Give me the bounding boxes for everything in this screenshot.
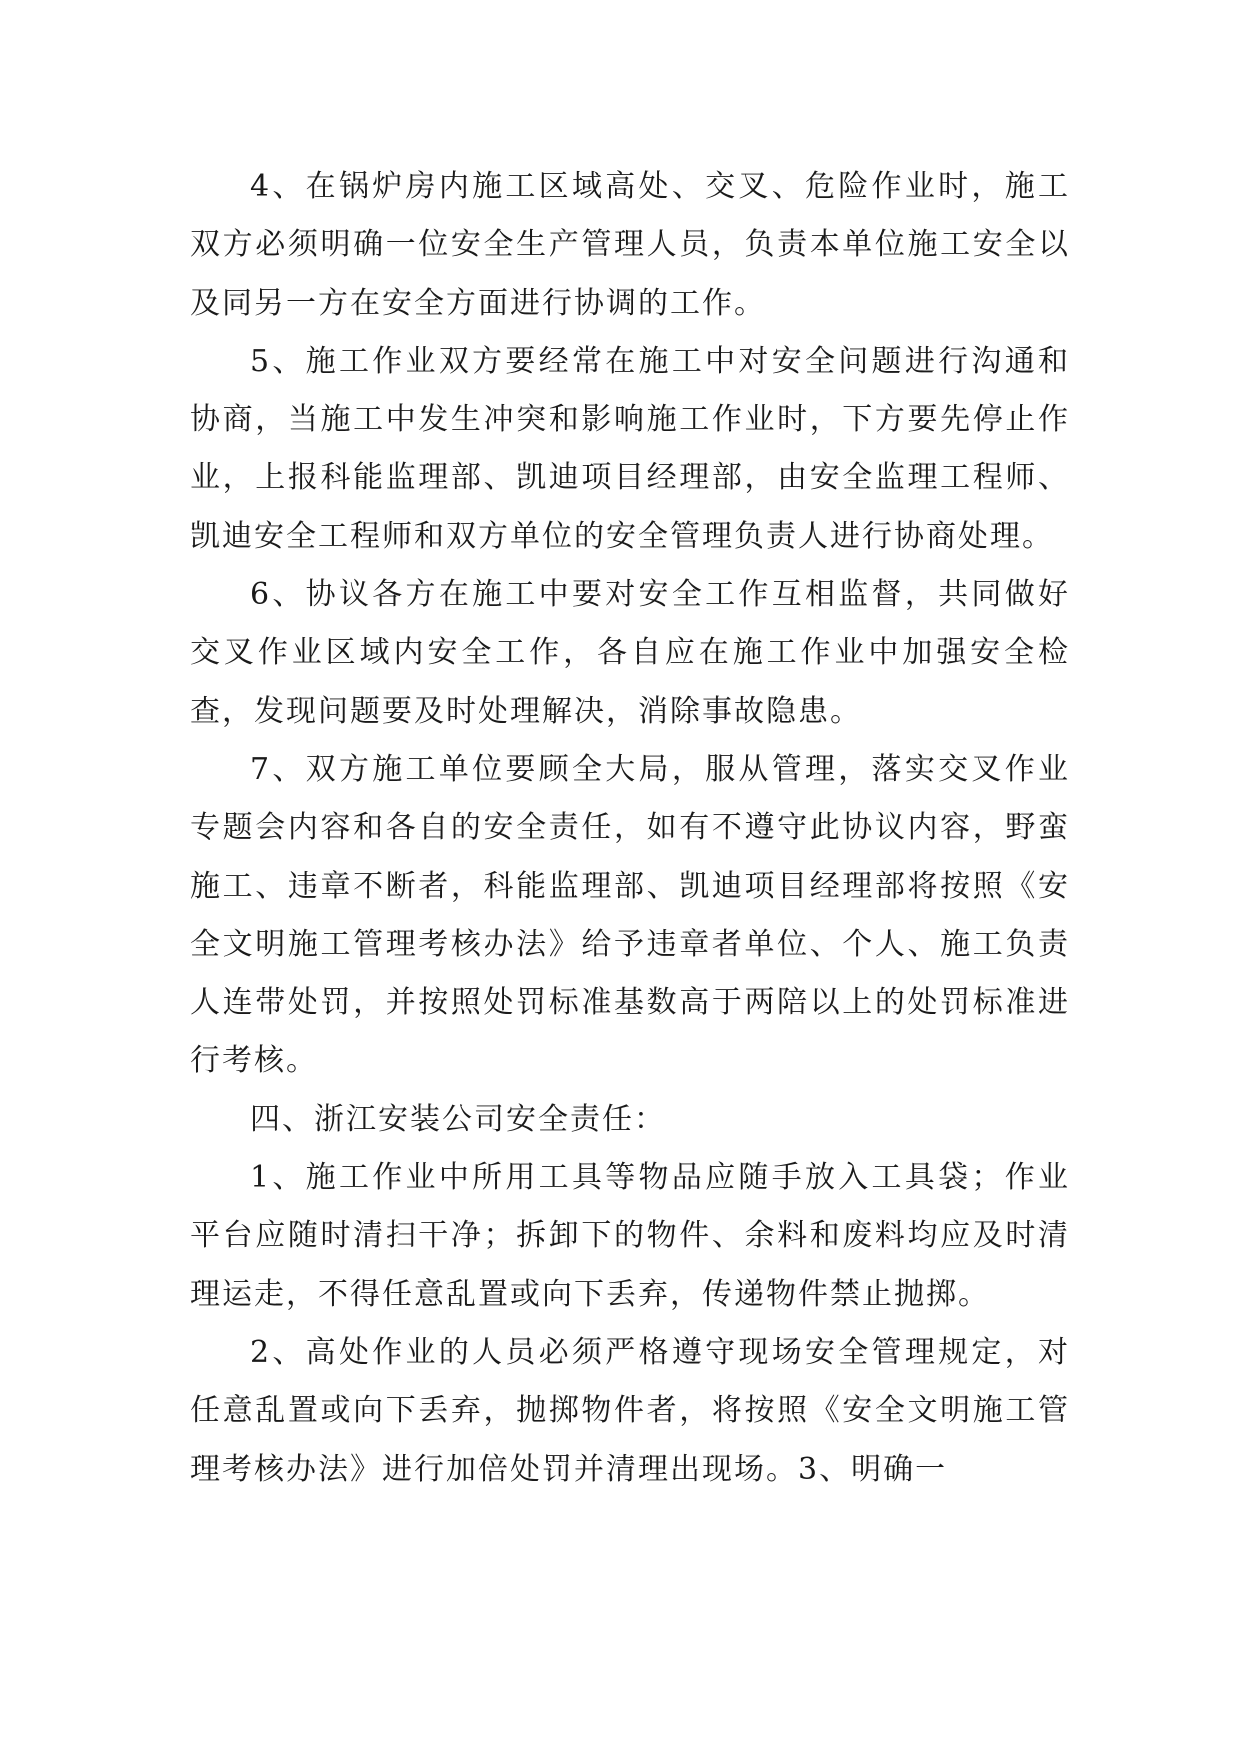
paragraph-item-7: 7、双方施工单位要顾全大局，服从管理，落实交叉作业专题会内容和各自的安全责任，如有不遵守此协议内容，野蛮施工、违章不断者，科能监理部、凯迪项目经理部将按照《安全文明施工管理考核办法》给予违章者单位、个人、施工负责人连带处罚，并按照处罚标准基数高于两陪以上的处罚标准进行考核。 — [190, 751, 1070, 1079]
section-heading-zhejiang-safety: 四、浙江安装公司安全责任： — [250, 1101, 666, 1137]
paragraph-item-2: 2、高处作业的人员必须严格遵守现场安全管理规定，对任意乱置或向下丢弃，抛掷物件者，将按照《安全文明施工管理考核办法》进行加倍处罚并清理出现场。3、明确一 — [190, 1334, 1070, 1487]
document-body — [190, 158, 1070, 1499]
paragraph-item-1: 1、施工作业中所用工具等物品应随手放入工具袋；作业平台应随时清扫干净；拆卸下的物件、余料和废料均应及时清理运走，不得任意乱置或向下丢弃，传递物件禁止抛掷。 — [190, 1160, 1070, 1312]
paragraph-item-6: 6、协议各方在施工中要对安全工作互相监督，共同做好交叉作业区域内安全工作，各自应在施工作业中加强安全检查，发现问题要及时处理解决，消除事故隐患。 — [190, 577, 1070, 729]
paragraph-item-4: 4、在锅炉房内施工区域高处、交叉、危险作业时，施工双方必须明确一位安全生产管理人员，负责本单位施工安全以及同另一方在安全方面进行协调的工作。 — [190, 169, 1070, 321]
paragraph-item-5: 5、施工作业双方要经常在施工中对安全问题进行沟通和协商，当施工中发生冲突和影响施工作业时，下方要先停止作业，上报科能监理部、凯迪项目经理部，由安全监理工程师、凯迪安全工程师和双方单位的安全管理负责人进行协商处理。 — [190, 343, 1070, 554]
